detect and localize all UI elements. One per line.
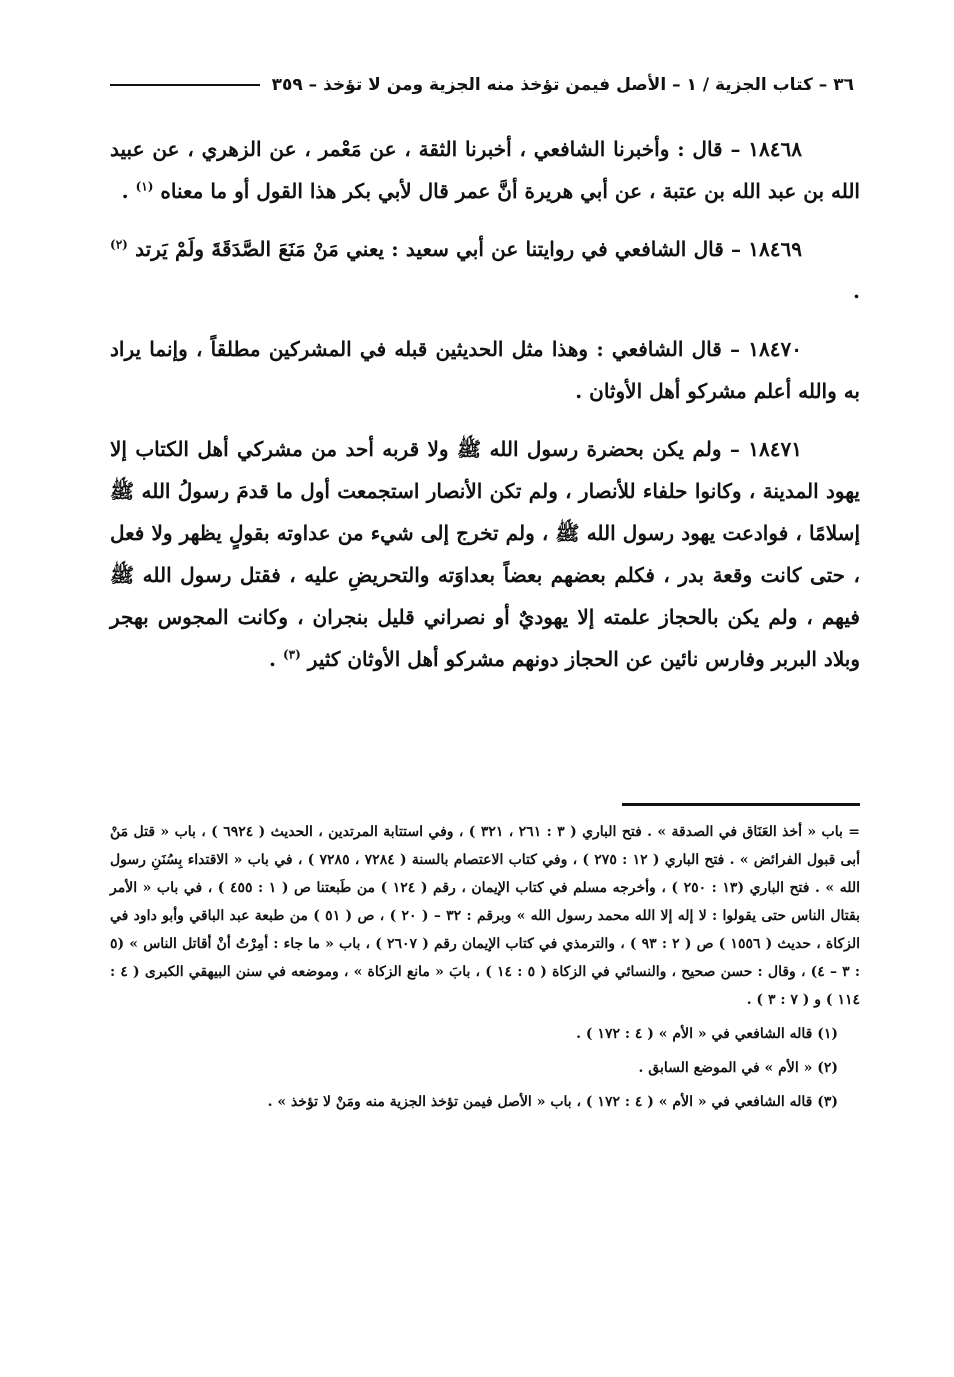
page-header [110, 68, 854, 102]
paragraph-text: ١٨٤٦٩ – قال الشافعي في روايتنا عن أبي سعيد : يعني مَنْ مَنَعَ الصَّدَقَةَ ولَمْ يَرتد [135, 237, 802, 261]
footnote-1: (١) قاله الشافعي في « الأم » ( ٤ : ١٧٢ ) . [576, 1026, 838, 1042]
paragraph-18470 [110, 328, 860, 412]
footnote-ref: (٢) [110, 237, 128, 252]
footnote-3: (٣) قاله الشافعي في « الأم » ( ٤ : ١٧٢ ) ، باب « الأصل فيمن تؤخذ الجزية منه ومَنْ لا تؤخذ » . [267, 1094, 838, 1110]
footnote-2: (٢) « الأم » في الموضع السابق . [638, 1060, 838, 1076]
footnote-separator [622, 803, 860, 806]
running-title: ٣٦ – كتاب الجزية / ١ – الأصل فيمن تؤخذ منه الجزية ومن لا تؤخذ – ٣٥٩ [271, 75, 854, 95]
header-rule [110, 84, 260, 86]
paragraph-18468 [110, 128, 860, 212]
footnote-ref: (١) [135, 179, 154, 194]
paragraph-text: ١٨٤٧١ – ولم يكن بحضرة رسول الله ﷺ ولا قربه أحد من مشركي أهل الكتاب إلا يهود المدينة ، وكانوا حلفاء للأنصار ، ولم تكن الأنصار استجمعت أول ما قدمَ رسولُ الله ﷺ إسلامًا ، فوادعت يهود رسول الله ﷺ ، ولم تخرج إلى شيء من عداوته بقولٍ يظهر ولا فعل ، حتى كانت وقعة بدر ، فكلم بعضهم بعضاً بعداوَته والتحريضِ عليه ، فقتل رسول الله ﷺ فيهم ، ولم يكن بالحجاز علمته إلا يهوديٌ أو نصراني قليل بنجران ، وكانت المجوس بهجر وبلاد البربر وفارس نائين عن الحجاز دونهم مشركو أهل الأوثان كثير [110, 437, 860, 671]
paragraph-text: ١٨٤٧٠ – قال الشافعي : وهذا مثل الحديثين قبله في المشركين مطلقاً ، وإنما يراد به والله أعلم مشركو أهل الأوثان . [110, 337, 860, 403]
paragraph-end: . [269, 647, 283, 671]
paragraph-end: . [121, 179, 136, 203]
paragraph-18471 [110, 428, 860, 680]
main-text [110, 128, 860, 696]
footnote-continuation: = باب « أخذ العَنَاق في الصدقة » . فتح الباري ( ٣ : ٢٦١ ، ٣٢١ ) ، وفي استتابة المرتدين ، الحديث ( ٦٩٢٤ ) ، باب « قتل مَنْ أبى قبول الفرائض » . فتح الباري ( ١٢ : ٢٧٥ ) ، وفي كتاب الاعتصام بالسنة ( ٧٢٨٤ ، ٧٢٨٥ ) ، في باب « الاقتداء بِسُنَنِ رسول الله » . فتح الباري (١٣ : ٢٥٠ ) ، وأخرجه مسلم في كتاب الإيمان ، رقم ( ١٢٤ ) من طَبعتنا ص ( ١ : ٤٥٥ ) ، في باب « الأمر بقتال الناس حتى يقولوا : لا إله إلا الله محمد رسول الله » وبرقم : ٣٢ – ( ٢٠ ) ، ص ( ٥١ ) من طبعة عبد الباقي وأبو داود في الزكاة ، حديث ( ١٥٥٦ ) ص ( ٢ : ٩٣ ) ، والترمذي في كتاب الإيمان رقم ( ٢٦٠٧ ) ، باب « ما جاء : أمِرْتُ أنْ أقاتل الناس » (٥ : ٣ – ٤) ، وقال : حسن صحيح ، والنسائي في الزكاة ( ٥ : ١٤ ) ، بابَ « مانع الزكاة » ، وموضعه في سنن البيهقي الكبرى ( ٤ : ١١٤ ) و ( ٧ : ٣ ) . [110, 824, 861, 1008]
footnotes [110, 818, 860, 1122]
paragraph-text: ١٨٤٦٨ – قال : وأخبرنا الشافعي ، أخبرنا الثقة ، عن مَعْمر ، عن الزهري ، عن عبيد الله بن عبد الله بن عتبة ، عن أبي هريرة أنَّ عمر قال لأبي بكر هذا القول أو ما معناه [110, 137, 860, 203]
paragraph-end: . [853, 279, 860, 303]
footnote-ref: (٣) [282, 647, 301, 662]
paragraph-18469 [110, 228, 860, 312]
